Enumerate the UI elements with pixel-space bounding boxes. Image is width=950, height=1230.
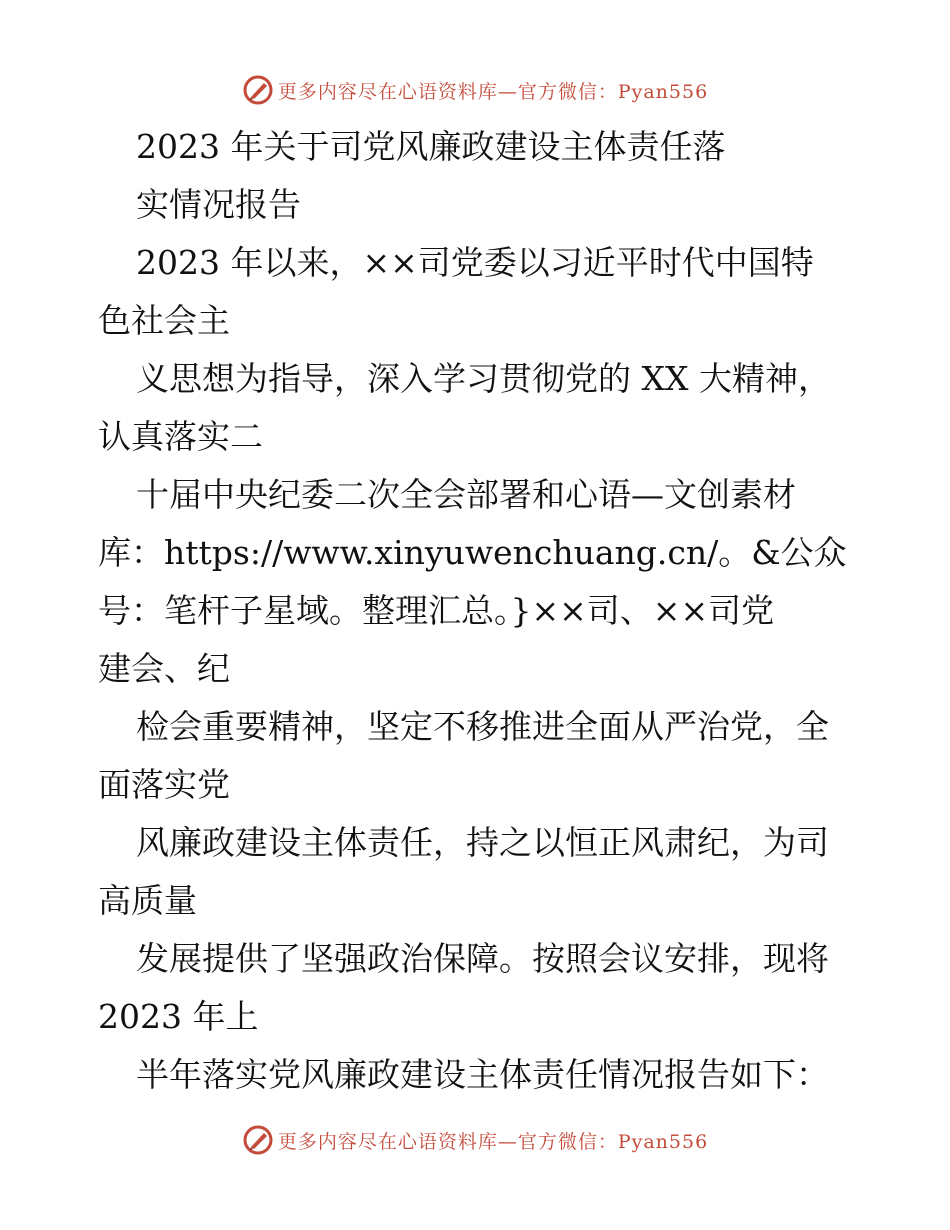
doc-body-line: 发展提供了坚强政治保障。按照会议安排，现将 xyxy=(136,939,829,978)
watermark-text: 更多内容尽在心语资料库—官方微信：Pyan556 xyxy=(277,1130,709,1153)
doc-body-line: 号：笔杆子星域。整理汇总。}××司、××司党 xyxy=(98,591,775,630)
doc-body-line: 2023 年以来，××司党委以习近平时代中国特 xyxy=(136,243,814,282)
doc-body-line: 义思想为指导，深入学习贯彻党的 XX 大精神， xyxy=(136,359,831,398)
doc-body-line: 色社会主 xyxy=(98,301,230,340)
doc-body-line: 认真落实二 xyxy=(98,417,263,456)
watermark-banner-top xyxy=(0,70,950,110)
doc-body-line: 建会、纪 xyxy=(98,649,230,688)
doc-body-line: 十届中央纪委二次全会部署和心语—文创素材 xyxy=(136,475,796,514)
doc-title-line-1: 2023 年关于司党风廉政建设主体责任落 xyxy=(136,127,726,166)
watermark-banner-bottom xyxy=(0,1120,950,1160)
doc-body-line: 风廉政建设主体责任，持之以恒正风肃纪，为司 xyxy=(136,823,829,862)
pen-logo-icon xyxy=(242,74,274,106)
doc-body-line: 检会重要精神，坚定不移推进全面从严治党，全 xyxy=(136,707,829,746)
doc-body-line: 面落实党 xyxy=(98,765,230,804)
doc-body-line: 半年落实党风廉政建设主体责任情况报告如下： xyxy=(136,1055,829,1094)
doc-body-line: 2023 年上 xyxy=(98,997,259,1036)
pen-logo-icon xyxy=(242,1124,274,1156)
watermark-text: 更多内容尽在心语资料库—官方微信：Pyan556 xyxy=(277,80,709,103)
doc-body-line: 库：https://www.xinyuwenchuang.cn/。&公众 xyxy=(98,533,847,572)
doc-body-line: 高质量 xyxy=(98,881,197,920)
doc-title-line-2: 实情况报告 xyxy=(136,185,301,224)
